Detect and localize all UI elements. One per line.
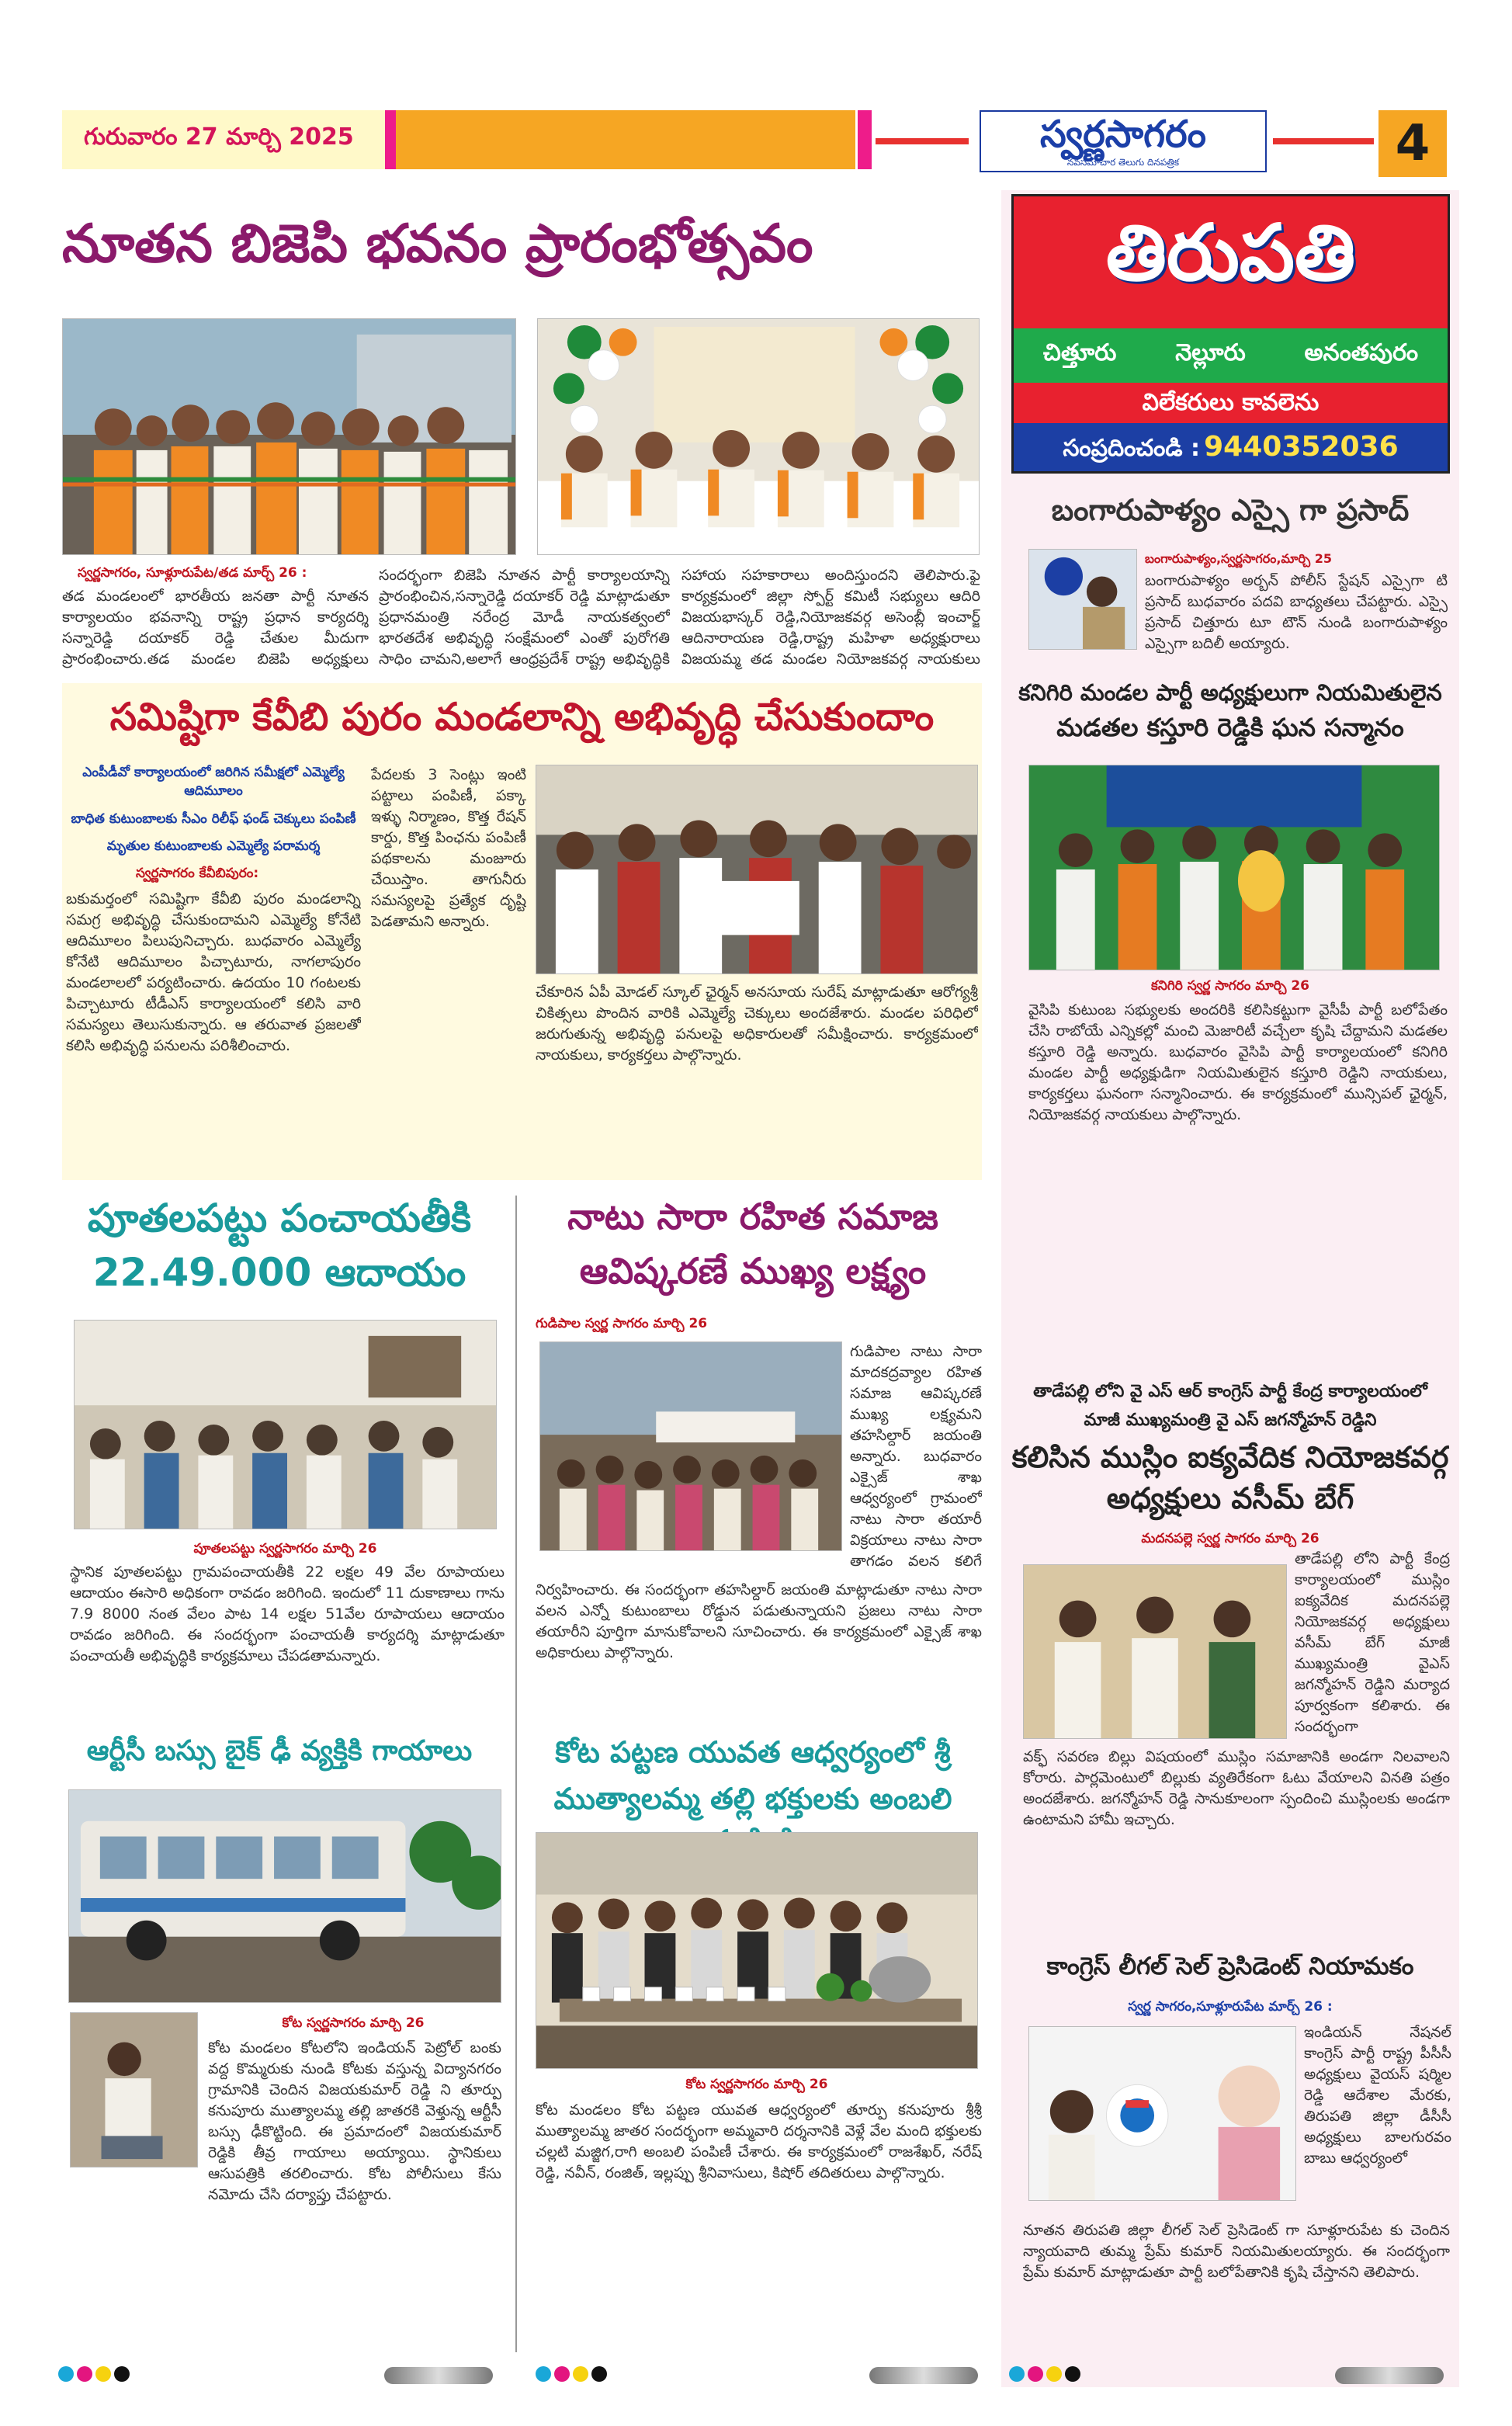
footer-marks-right — [1009, 2366, 1444, 2385]
saara-photo — [539, 1341, 842, 1551]
kvb-col-3: చేకూరిన ఏపీ మోడల్ స్కూల్ ఛైర్మన్ అనసూయ సురేష్ మాట్లాడుతూ ఆరోగ్యశ్రీ చికిత్సలు పొందిన వారికి ఎమ్మెల్యే చెక్కులు అందజేశారు. మండల పరిధిలో జరుగుతున్న అభివృద్ధి పనులపై అధికారులతో సమీక్షించారు. కార్యక్రమంలో నాయకులు, కార్యకర్తలు పాల్గొన్నారు. — [536, 984, 978, 1064]
paper-logo — [980, 110, 1267, 172]
ad-wanted-band — [1014, 383, 1448, 423]
ad-districts — [1014, 328, 1448, 383]
prasad-body: బంగారుపాళ్యం అర్బన్ పోలీస్ స్టేషన్ ఎస్సైగా టి ప్రసాద్ బుధవారం పదవి బాధ్యతలు చేపట్టారు. ఎస్సై ప్రసాద్ చిత్తూరు టూ టౌన్ నుండి బంగారుపాళ్యం ఎస్సైగా బదిలీ అయ్యారు. — [1145, 572, 1448, 652]
legal-side: ఇండియన్ నేషనల్ కాంగ్రెస్ పార్టీ రాష్ట్ర పీసీసీ అధ్యక్షులు వైయస్ షర్మిల రెడ్డి ఆదేశాల మేరకు, తిరుపతి జిల్లా డీసీసీ అధ్యక్షులు బాలగురవం బాబు ఆధ్వర్యంలో — [1304, 2024, 1451, 2167]
prasad-dateline: బంగారుపాళ్యం,స్వర్ణసాగరం,మార్చి 25 — [1145, 551, 1332, 566]
legal-body: నూతన తిరుపతి జిల్లా లీగల్ సెల్ ప్రెసిడెంట్ గా సూళ్లూరుపేట కు చెందిన న్యాయవాది తుమ్మ ప్రేమ్ కుమార్ నియమితులయ్యారు. ఈ సందర్భంగా ప్రేమ్ కుమార్ మాట్లాడుతూ పార్టీ బలోపేతానికి కృషి చేస్తానని తెలిపారు. — [1023, 2222, 1450, 2281]
pootha-body: స్థానిక పూతలపట్టు గ్రామపంచాయతీకి 22 లక్షల 49 వేల రూపాయలు ఆదాయం ఈసారి అధికంగా రావడం జరిగింది. ఇందులో 11 దుకాణాలు గాను 7.9 8000 నంత వేలం పాట 14 లక్షల 51వేల రూపాయలు ఆదాయం రావడం జరిగింది. ఈ సందర్భంగా పంచాయతీ కార్యదర్శి మాట్లాడుతూ పంచాయతీ అభివృద్ధికి కార్యక్రమాలు చేపడతామన్నారు. — [70, 1564, 505, 1664]
kota-photo — [536, 1832, 978, 2069]
lead-photo-ribbon — [62, 318, 516, 555]
tirupati-ad — [1011, 194, 1450, 474]
legal-headline: కాంగ్రెస్ లీగల్ సెల్ ప్రెసిడెంట్ నియామకం — [1046, 1952, 1414, 1980]
baig-dateline: మదనపల్లె స్వర్ణ సాగరం మార్చి 26 — [1141, 1531, 1320, 1546]
page-number-box — [1378, 110, 1447, 177]
saara-headline-2: ఆవిష్కరణే ముఖ్య లక్ష్యం — [579, 1250, 927, 1292]
kanigiri-photo — [1028, 765, 1440, 970]
bus-body: కోట మండలం కోటలోని ఇండియన్ పెట్రోల్ బంకు వద్ద కొమ్మరుకు నుండి కోటకు వస్తున్న విద్యానగరం గ్రామానికి చెందిన విజయకుమార్ రెడ్డి ని తూర్పు కనుపూరు ముత్యాలమ్మ తల్లి జాతరకి వెళ్తున్న ఆర్టీసీ బస్సు ఢీకొట్టింది. ఈ ప్రమాదంలో విజయకుమార్ రెడ్డికి తీవ్ర గాయాలు అయ్యాయి. స్థానికులు ఆసుపత్రికి తరలించారు. కోట పోలీసులు కేసు నమోదు చేసి దర్యాప్తు చేపట్టారు. — [208, 2039, 501, 2203]
kvb-col-1: బకుమర్తంలో సమిష్టిగా కేవీబి పురం మండలాన్ని సమగ్ర అభివృద్ధి చేసుకుందామని ఎమ్మెల్యే కోనేటి ఆదిమూలం పిలుపునిచ్చారు. బుధవారం ఎమ్మెల్యే కోనేటి ఆదిమూలం పిచ్చాటూరు, నాగలాపురం మండలాలలో పర్యటించారు. ఉదయం 10 గంటలకు పిచ్చాటూరు టీడీఎస్ కార్యాలయంలో కలిసి వారి సమస్యలు తెలుసుకున్నారు. ఆ తరువాత ప్రజలతో కలిసి అభివృద్ధి పనులను పరిశీలించారు. — [66, 890, 361, 1054]
lead-col-1: తడ మండలంలో భారతీయ జనతా పార్టీ నూతన కార్యాలయం భవనాన్ని రాష్ట్ర ప్రధాన కార్యదర్శి సన్నారెడ్డి దయాకర్ రెడ్డి చేతుల మీదుగా ప్రారంభించారు.తడ మండల బిజెపి అధ్యక్షులు — [62, 588, 369, 668]
baig-headline-2: అధ్యక్షులు వసీమ్ బేగ్ — [1106, 1481, 1354, 1515]
pootha-dateline: పూతలపట్టు స్వర్ణసాగరం మార్చి 26 — [193, 1541, 377, 1557]
baig-side: తాడేపల్లి లోని పార్టీ కేంద్ర కార్యాలయంలో ముస్లిం ఐక్యవేదిక మదనపల్లె నియోజకవర్గ అధ్యక్షులు వసీమ్ బేగ్ మాజీ ముఖ్యమంత్రి వైఎస్ జగన్మోహన్ రెడ్డిని మర్యాద పూర్వకంగా కలిశారు. ఈ సందర్భంగా — [1295, 1550, 1450, 1735]
kvb-col-2: పేదలకు 3 సెంట్లు ఇంటి పట్టాలు పంపిణీ, పక్కా ఇళ్ళు నిర్మాణం, కొత్త రేషన్ కార్డు, కొత్త పింఛను పంపిణీ పథకాలను మంజూరు చేయిస్తాం. తాగునీరు సమస్యలపై ప్రత్యేక దృష్టి పెడతామని అన్నారు. — [371, 766, 526, 930]
paper-name: స్వర్ణసాగరం — [1040, 113, 1206, 156]
pink-bar — [858, 110, 872, 169]
bus-headline: ఆర్టీసీ బస్సు బైక్ ఢీ వ్యక్తికి గాయాలు — [86, 1735, 473, 1767]
saara-side: గుడిపాల నాటు సారా మాదకద్రవ్యాల రహిత సమాజ ఆవిష్కరణే ముఖ్య లక్ష్యమని తహసిల్దార్ జయంతి అన్నారు. బుధవారం ఎక్సైజ్ శాఖ ఆధ్వర్యంలో గ్రామంలో నాటు సారా తయారీ విక్రయాలు నాటు సారా తాగడం వలన కలిగే — [850, 1343, 982, 1570]
tadepalli-line-1: తాడేపల్లి లోని వై ఎస్ ఆర్ కాంగ్రెస్ పార్టీ కేంద్ర కార్యాలయంలో — [1033, 1382, 1427, 1401]
ad-city-band — [1014, 196, 1448, 328]
kanigiri-dateline: కనిగిరి స్వర్ణ సాగరం మార్చి 26 — [1151, 978, 1309, 994]
legal-photo — [1028, 2026, 1296, 2201]
saara-headline-1: నాటు సారా రహిత సమాజ — [567, 1196, 938, 1237]
pootha-headline-1: పూతలపట్టు పంచాయతీకి — [87, 1196, 472, 1241]
kanigiri-headline-2: మడతల కస్తూరి రెడ్డికి ఘన సన్మానం — [1056, 713, 1404, 742]
prasad-photo — [1028, 549, 1137, 650]
issue-date: గురువారం 27 మార్చి 2025 — [84, 123, 354, 151]
kota-headline-2: ముత్యాలమ్మ తల్లి భక్తులకు అంబలి — [553, 1782, 952, 1816]
kota-body: కోట మండలం కోట పట్టణ యువత ఆధ్వర్యంలో తూర్పు కనుపూరు శ్రీశ్రీ ముత్యాలమ్మ జాతర సందర్భంగా అమ్మవారి దర్శనానికి వెళ్లే వేల మంది భక్తులకు చల్లటి మజ్జిగ,రాగి అంబలి పంపిణీ చేశారు. ఈ కార్యక్రమంలో రాజశేఖర్, నరేష్ రెడ్డి, నవీన్, రంజిత్, ఇల్లప్పు శ్రీనివాసులు, కిషోర్ తదితరులు పాల్గొన్నారు. — [536, 2101, 982, 2181]
baig-headline-1: కలిసిన ముస్లిం ఐక్యవేదిక నియోజకవర్గ — [1011, 1440, 1449, 1474]
baig-photo — [1023, 1564, 1287, 1739]
column-divider — [515, 1196, 517, 2352]
legal-dateline: స్వర్ణ సాగరం,సూళ్లూరుపేట మార్చ్ 26 : — [1128, 1999, 1333, 2015]
kvb-deck-1: ఎంపీడీవో కార్యాలయంలో జరిగిన సమీక్షలో ఎమ్మెల్యే ఆదిమూలం — [82, 765, 345, 799]
ad-city: తిరుపతి — [1105, 207, 1356, 298]
masthead-rule — [876, 138, 969, 144]
ad-district: అనంతపురం — [1304, 339, 1419, 366]
bus-dateline: కోట స్వర్ణసాగరం మార్చి 26 — [282, 2015, 425, 2031]
footer-marks-left — [58, 2366, 493, 2385]
lead-dateline: స్వర్ణసాగరం, సూళ్లూరుపేట/తడ మార్చ్ 26 : — [78, 565, 307, 581]
masthead-rule-right — [1273, 138, 1374, 144]
kvb-headline: సమిష్టిగా కేవీబి పురం మండలాన్ని అభివృద్ధి చేసుకుందాం — [109, 695, 935, 739]
ad-district: చిత్తూరు — [1042, 339, 1117, 366]
lead-headline: నూతన బిజెపి భవనం ప్రారంభోత్సవం — [62, 213, 813, 275]
baig-body: వక్ఫ్ సవరణ బిల్లు విషయంలో ముస్లిం సమాజానికి అండగా నిలవాలని కోరారు. పార్లమెంటులో బిల్లుకు వ్యతిరేకంగా ఓటు వేయాలని వినతి పత్రం అందజేశారు. జగన్మోహన్ రెడ్డి సానుకూలంగా స్పందించి ముస్లింలకు అండగా ఉంటామని హామీ ఇచ్చారు. — [1023, 1748, 1450, 1828]
kanigiri-body: వైసిపి కుటుంబ సభ్యులకు అందరికి కలిసికట్టుగా వైసీపీ పార్టీ బలోపేతం చేసి రాబోయే ఎన్నికల్లో మంచి మెజారిటీ వచ్చేలా కృషి చేద్దామని మడతల కస్తూరి రెడ్డి అన్నారు. బుధవారం వైసిపి పార్టీ కార్యాలయంలో కనిగిరి మండల పార్టీ అధ్యక్షుడిగా నియమితులైన కస్తూరి రెడ్డిని నాయకులు, కార్యకర్తలు ఘనంగా సన్మానించారు. ఈ కార్యక్రమంలో మున్సిపల్ ఛైర్మన్, నియోజకవర్గ నాయకులు పాల్గొన్నారు. — [1028, 1001, 1448, 1123]
lead-col-3: సహాయ సహకారాలు అందిస్తుందని తెలిపారు.ఫై కార్యక్రమంలో జిల్లా స్పోర్ట్ కమిటీ సభ్యులు ఆదిరి విజయభాస్కర్ రెడ్డి,నియోజకవర్గ అసెంబ్లీ ఇంచార్జ్ ఆదినారాయణ రెడ్డి,రాష్ట్ర మహిళా అధ్యక్షురాలు విజయమ్మ తడ మండల నియోజకవర్గ నాయకులు — [681, 567, 980, 668]
pootha-headline-2: 22.49.000 ఆదాయం — [92, 1250, 466, 1295]
bus-photo — [68, 1789, 501, 2003]
ad-phone: 9440352036 — [1204, 431, 1399, 463]
kanigiri-headline-1: కనిగిరి మండల పార్టీ అధ్యక్షులుగా నియమితులైన — [1018, 679, 1442, 706]
kota-headline-1: కోట పట్టణ యువత ఆధ్వర్యంలో శ్రీ — [555, 1735, 951, 1769]
ad-wanted: విలేకరులు కావలెను — [1142, 389, 1320, 416]
saara-body: నిర్వహించారు. ఈ సందర్భంగా తహసిల్దార్ జయంతి మాట్లాడుతూ నాటు సారా వలన ఎన్నో కుటుంబాలు రోడ్డున పడుతున్నాయని ప్రజలు నాటు సారా తయారీని పూర్తిగా మానుకోవాలని సూచించారు. ఈ కార్యక్రమంలో ఎక్సైజ్ శాఖ అధికారులు పాల్గొన్నారు. — [536, 1581, 982, 1661]
lead-col-2: సందర్భంగా బిజెపి నూతన పార్టీ కార్యాలయాన్ని ప్రారంభించిన,సన్నారెడ్డి దయాకర్ రెడ్డి మాట్లాడుతూ ప్రధానమంత్రి నరేంద్ర మోడీ నాయకత్వంలో భారతదేశ అభివృద్ధి సంక్షేమంలో ఎంతో పురోగతి సాధిం చామని,అలాగే ఆంధ్రప్రదేశ్ రాష్ట్ర అభివృద్ధికి — [379, 567, 670, 668]
page-number: 4 — [1395, 115, 1431, 172]
ad-contact-band — [1014, 423, 1448, 471]
kvb-photo — [536, 765, 978, 974]
kota-dateline: కోట స్వర్ణసాగరం మార్చి 26 — [685, 2077, 828, 2092]
lead-photo-stage — [537, 318, 980, 555]
tadepalli-line-2: మాజీ ముఖ్యమంత్రి వై ఎస్ జగన్మోహన్ రెడ్డిని — [1084, 1411, 1377, 1430]
saara-dateline: గుడిపాల స్వర్ణ సాగరం మార్చి 26 — [536, 1316, 708, 1331]
pootha-photo — [74, 1320, 497, 1529]
ad-contact-label: సంప్రదించండి : — [1063, 435, 1201, 462]
bus-injured-photo — [70, 2012, 198, 2167]
prasad-headline: బంగారుపాళ్యం ఎస్సై గా ప్రసాద్ — [1051, 493, 1410, 527]
kvb-dateline: స్వర్ణసాగరం కేవీబిపురం: — [136, 866, 259, 881]
date-box — [62, 110, 396, 169]
ad-district: నెల్లూరు — [1175, 339, 1246, 366]
paper-tagline: నవసమాచార తెలుగు దినపత్రిక — [1066, 157, 1180, 168]
kvb-deck-3: మృతుల కుటుంబాలకు ఎమ్మెల్యే పరామర్శ — [106, 838, 321, 854]
footer-marks-center — [536, 2366, 978, 2385]
kvb-deck-2: బాధిత కుటుంబాలకు సీఎం రిలీఫ్ ఫండ్ చెక్కులు పంపిణీ — [71, 811, 356, 827]
